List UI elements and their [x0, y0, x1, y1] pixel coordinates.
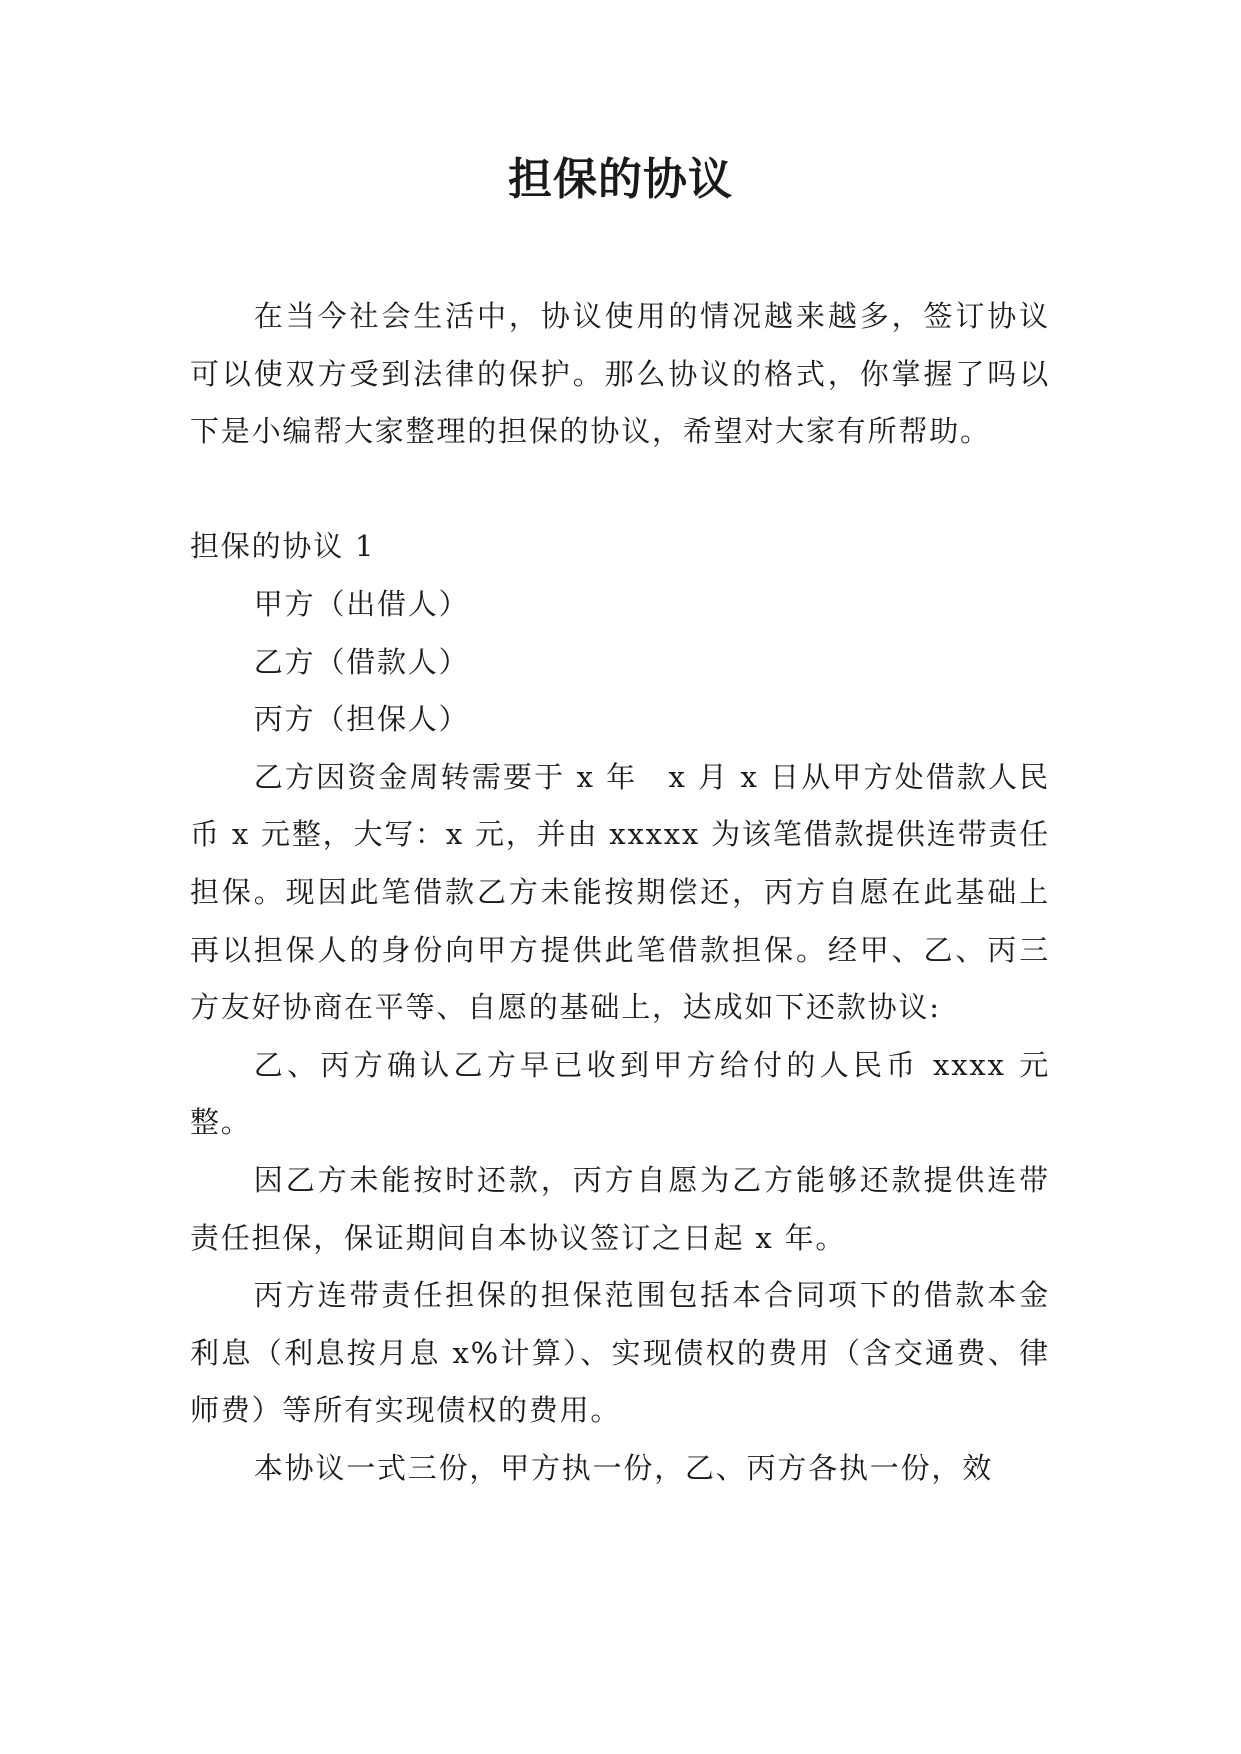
party-a-line: 甲方（出借人） [253, 586, 470, 621]
document-title: 担保的协议 [508, 154, 733, 205]
clause-paragraph-2: 乙、丙方确认乙方早已收到甲方给付的人民币 xxxx 元整。 [190, 1047, 1050, 1140]
party-c-line: 丙方（担保人） [253, 702, 470, 737]
clause-paragraph-4: 丙方连带责任担保的担保范围包括本合同项下的借款本金利息（利息按月息 x%计算）、实现债权的费用（含交通费、律师费）等所有实现债权的费用。 [190, 1278, 1050, 1428]
party-b-line: 乙方（借款人） [253, 644, 470, 679]
clause-paragraph-5: 本协议一式三份，甲方执一份，乙、丙方各执一份，效 [253, 1450, 993, 1485]
clause-paragraph-1: 乙方因资金周转需要于 x 年 x 月 x 日从甲方处借款人民币 x 元整，大写：x 元，并由 xxxxx 为该笔借款提供连带责任担保。现因此笔借款乙方未能按期偿还，丙方自愿在此基础上再以担保人的身份向甲方提供此笔借款担保。经甲、乙、丙三方友好协商在平等、自愿的基础上，达成如下还款协议: [190, 759, 1050, 1025]
section-heading: 担保的协议 1 [190, 529, 376, 564]
paragraph-gap [190, 461, 1050, 519]
document-body [190, 288, 1050, 1497]
clause-paragraph-3: 因乙方未能按时还款，丙方自愿为乙方能够还款提供连带责任担保，保证期间自本协议签订之日起 x 年。 [190, 1162, 1050, 1255]
intro-paragraph: 在当今社会生活中，协议使用的情况越来越多，签订协议可以使双方受到法律的保护。那么协议的格式，你掌握了吗以下是小编帮大家整理的担保的协议，希望对大家有所帮助。 [190, 299, 1050, 449]
